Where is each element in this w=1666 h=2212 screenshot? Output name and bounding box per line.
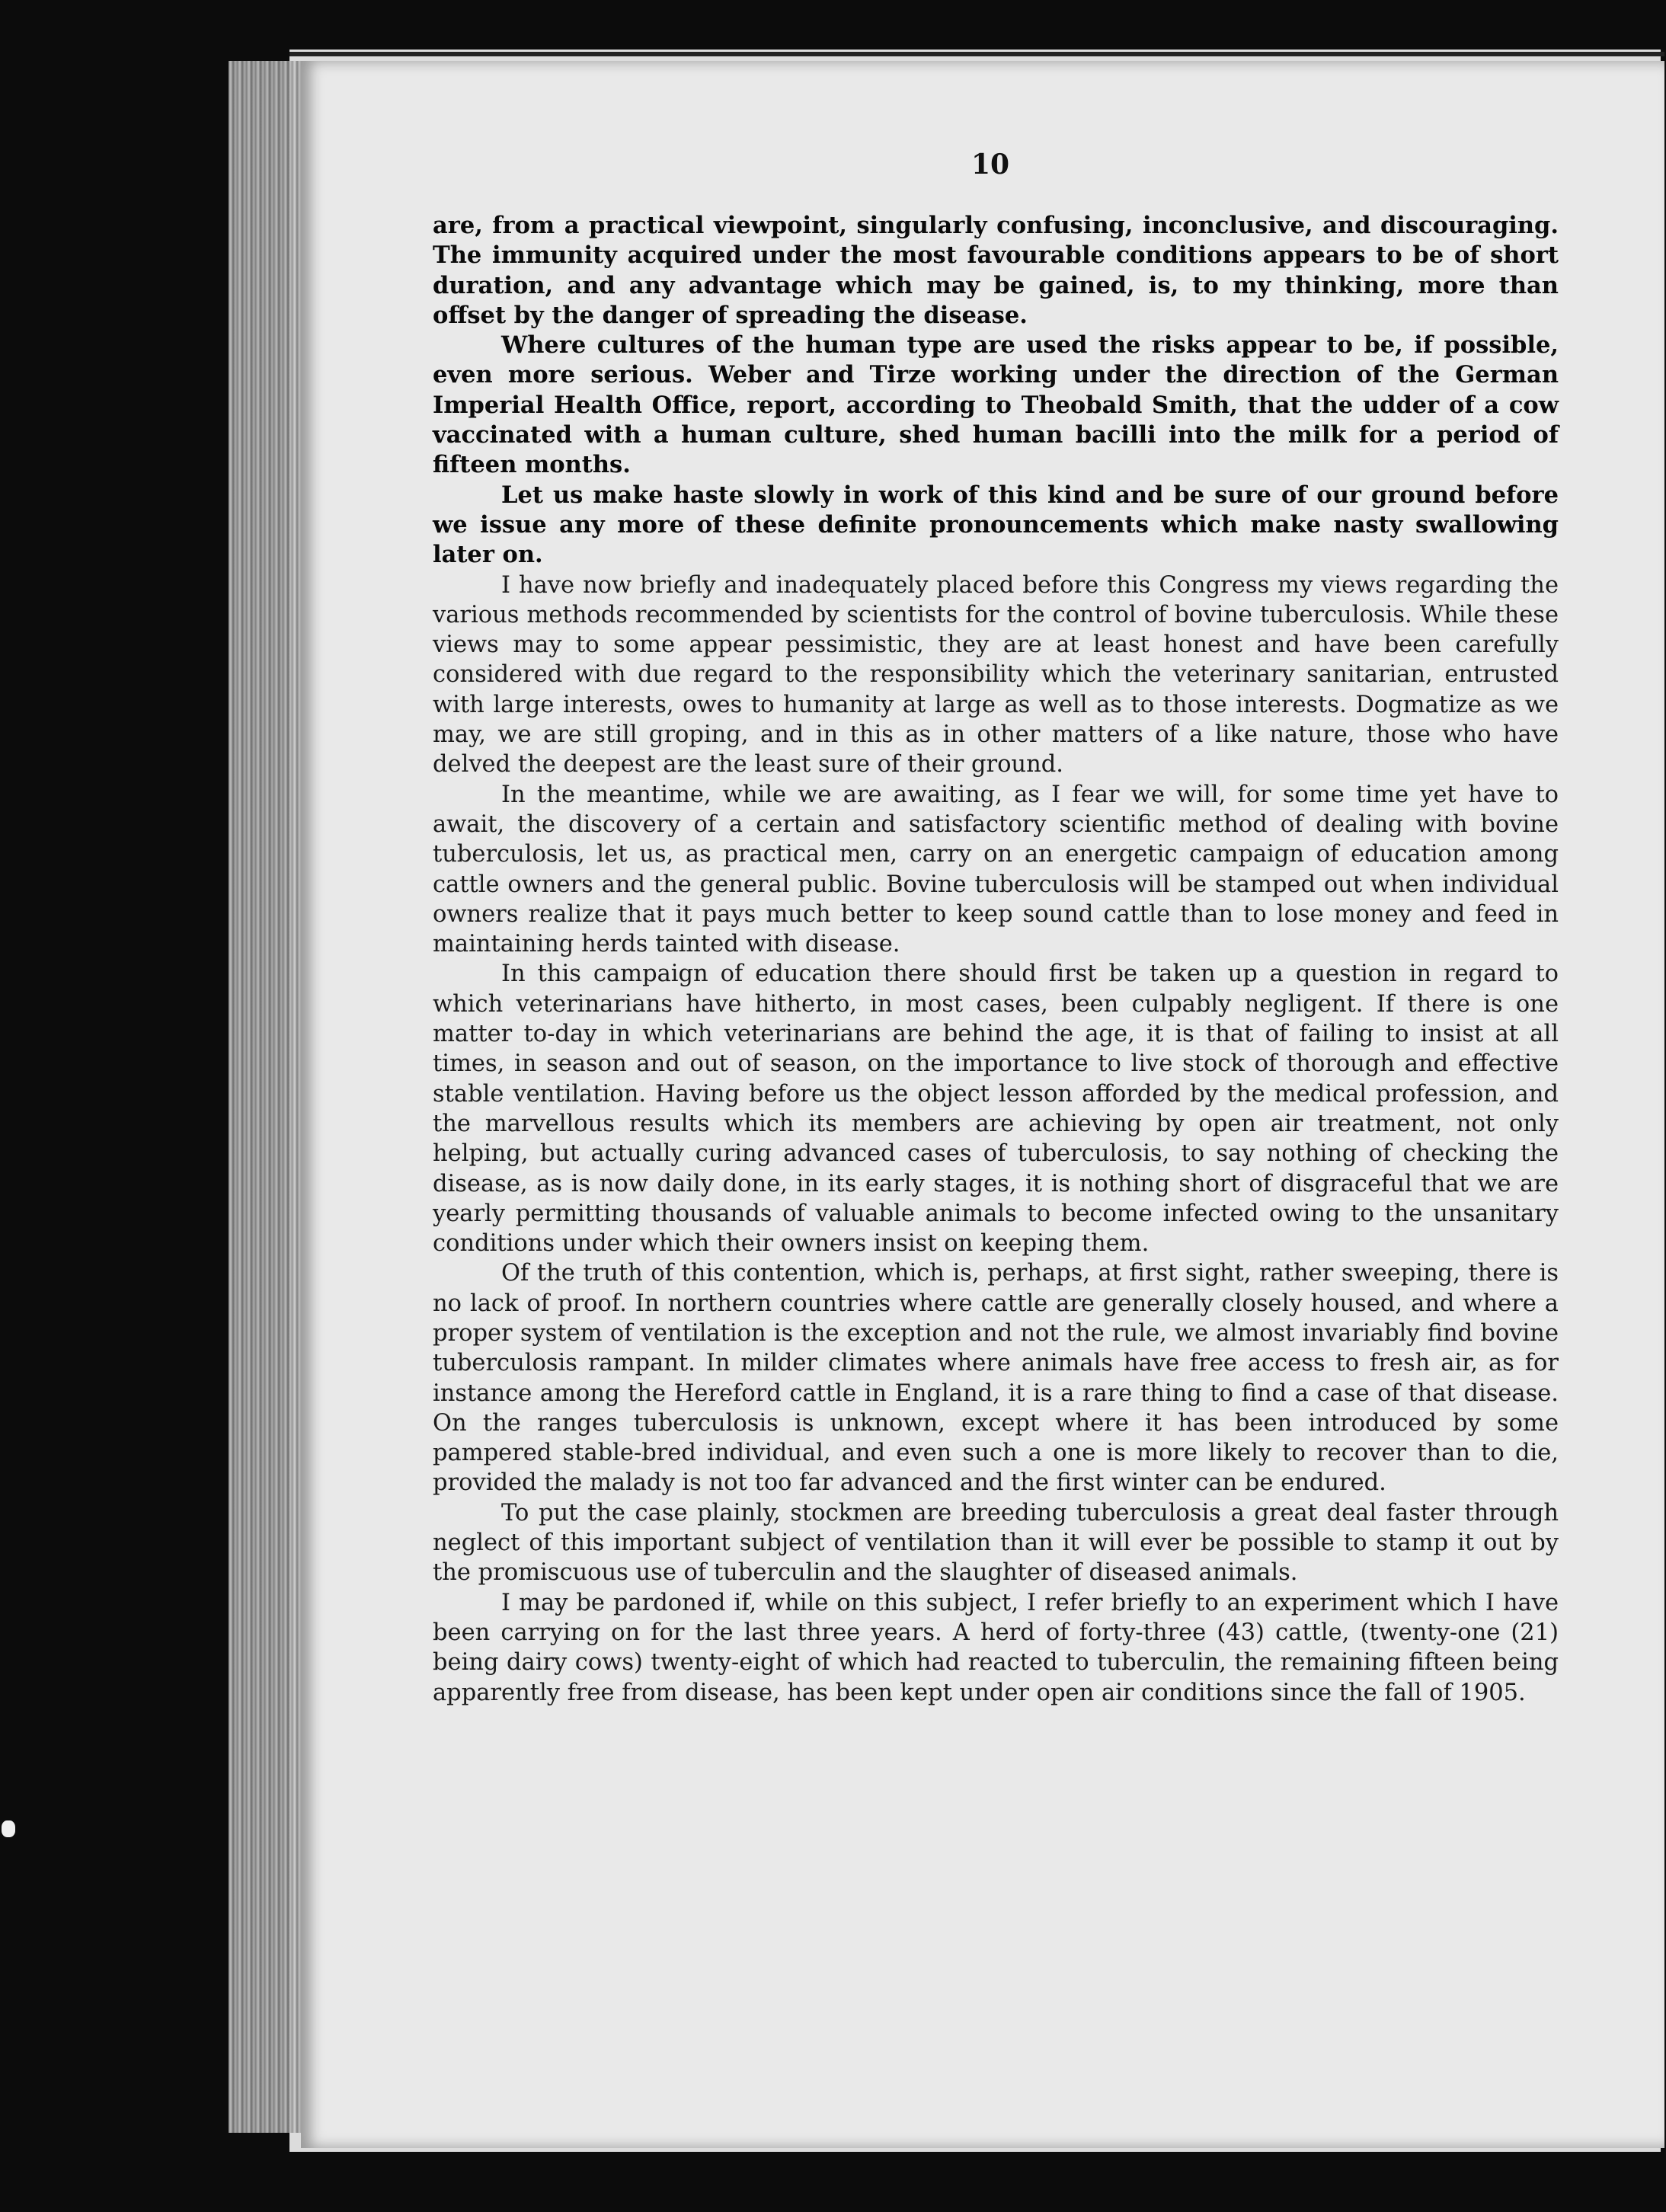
page-top-edge: [289, 52, 1664, 56]
page-number: 10: [971, 149, 1010, 181]
paragraph: Of the truth of this contention, which is, perhaps, at first sight, rather sweeping, there is no lack of proof. In northern countries where cattle are generally closely housed, and where a proper system of ventilation is the exception and not the rule, we almost invariably find bovine tuberculosis rampant. In milder climates where animals have free access to fresh air, as for instance among the Hereford cattle in England, it is a rare thing to find a case of that disease. On the ranges tuberculosis is unknown, except where it has been introduced by some pampered stable-bred individual, and even such a one is more likely to recover than to die, provided the malady is not too far advanced and the first winter can be endured.: [433, 1260, 1559, 1497]
paragraph: In the meantime, while we are awaiting, as I fear we will, for some time yet have to await, the discovery of a certain and satisfactory scientific method of dealing with bovine tuberculosis, let us, as practical men, carry on an energetic campaign of education among cattle owners and the general public. Bovine tuberculosis will be stamped out when individual owners realize that it pays much better to keep sound cattle than to lose money and feed in maintaining herds tainted with disease.: [433, 781, 1559, 958]
body-text: [433, 211, 1559, 1708]
paragraph: Let us make haste slowly in work of this kind and be sure of our ground before we issue any more of these definite pronouncements which make nasty swallowing later on.: [433, 481, 1559, 569]
paragraph: To put the case plainly, stockmen are breeding tuberculosis a great deal faster through neglect of this important subject of ventilation than it will ever be possible to stamp it out by the promiscuous use of tuberculin and the slaughter of diseased animals.: [433, 1499, 1559, 1587]
scan-edge-mark: [2, 1820, 15, 1837]
paragraph: Where cultures of the human type are used the risks appear to be, if possible, even more serious. Weber and Tirze working under the direction of the German Imperial Health Office, report, according to Theobald Smith, that the udder of a cow vaccinated with a human culture, shed human bacilli into the milk for a period of fifteen months.: [433, 331, 1559, 479]
paragraph: are, from a practical viewpoint, singularly confusing, inconclusive, and discouraging. The immunity acquired under the most favourable conditions appears to be of short duration, and any advantage which may be gained, is, to my thinking, more than offset by the danger of spreading the disease.: [433, 212, 1559, 329]
paragraph: In this campaign of education there should first be taken up a question in regard to which veterinarians have hitherto, in most cases, been culpably negligent. If there is one matter to-day in which veterinarians are behind the age, it is that of failing to insist at all times, in season and out of season, on the importance to live stock of thorough and effective stable ventilation. Having before us the object lesson afforded by the medical profession, and the marvellous results which its members are achieving by open air treatment, not only helping, but actually curing advanced cases of tuberculosis, to say nothing of checking the disease, as is now daily done, in its early stages, it is nothing short of disgraceful that we are yearly permitting thousands of valuable animals to become infected owing to the unsanitary conditions under which their owners insist on keeping them.: [433, 961, 1559, 1258]
paragraph: I have now briefly and inadequately placed before this Congress my views regarding the various methods recommended by scientists for the control of bovine tuberculosis. While these views may to some appear pessimistic, they are at least honest and have been carefully considered with due regard to the responsibility which the veterinary sanitarian, entrusted with large interests, owes to humanity at large as well as to those interests. Dogmatize as we may, we are still groping, and in this as in other matters of a like nature, those who have delved the deepest are the least sure of their ground.: [433, 571, 1559, 778]
paragraph: I may be pardoned if, while on this subject, I refer briefly to an experiment which I have been carrying on for the last three years. A herd of forty-three (43) cattle, (twenty-one (21) being dairy cows) twenty-eight of which had reacted to tuberculin, the remaining fifteen being apparently free from disease, has been kept under open air conditions since the fall of 1905.: [433, 1589, 1559, 1706]
book-gutter: [229, 61, 301, 2133]
